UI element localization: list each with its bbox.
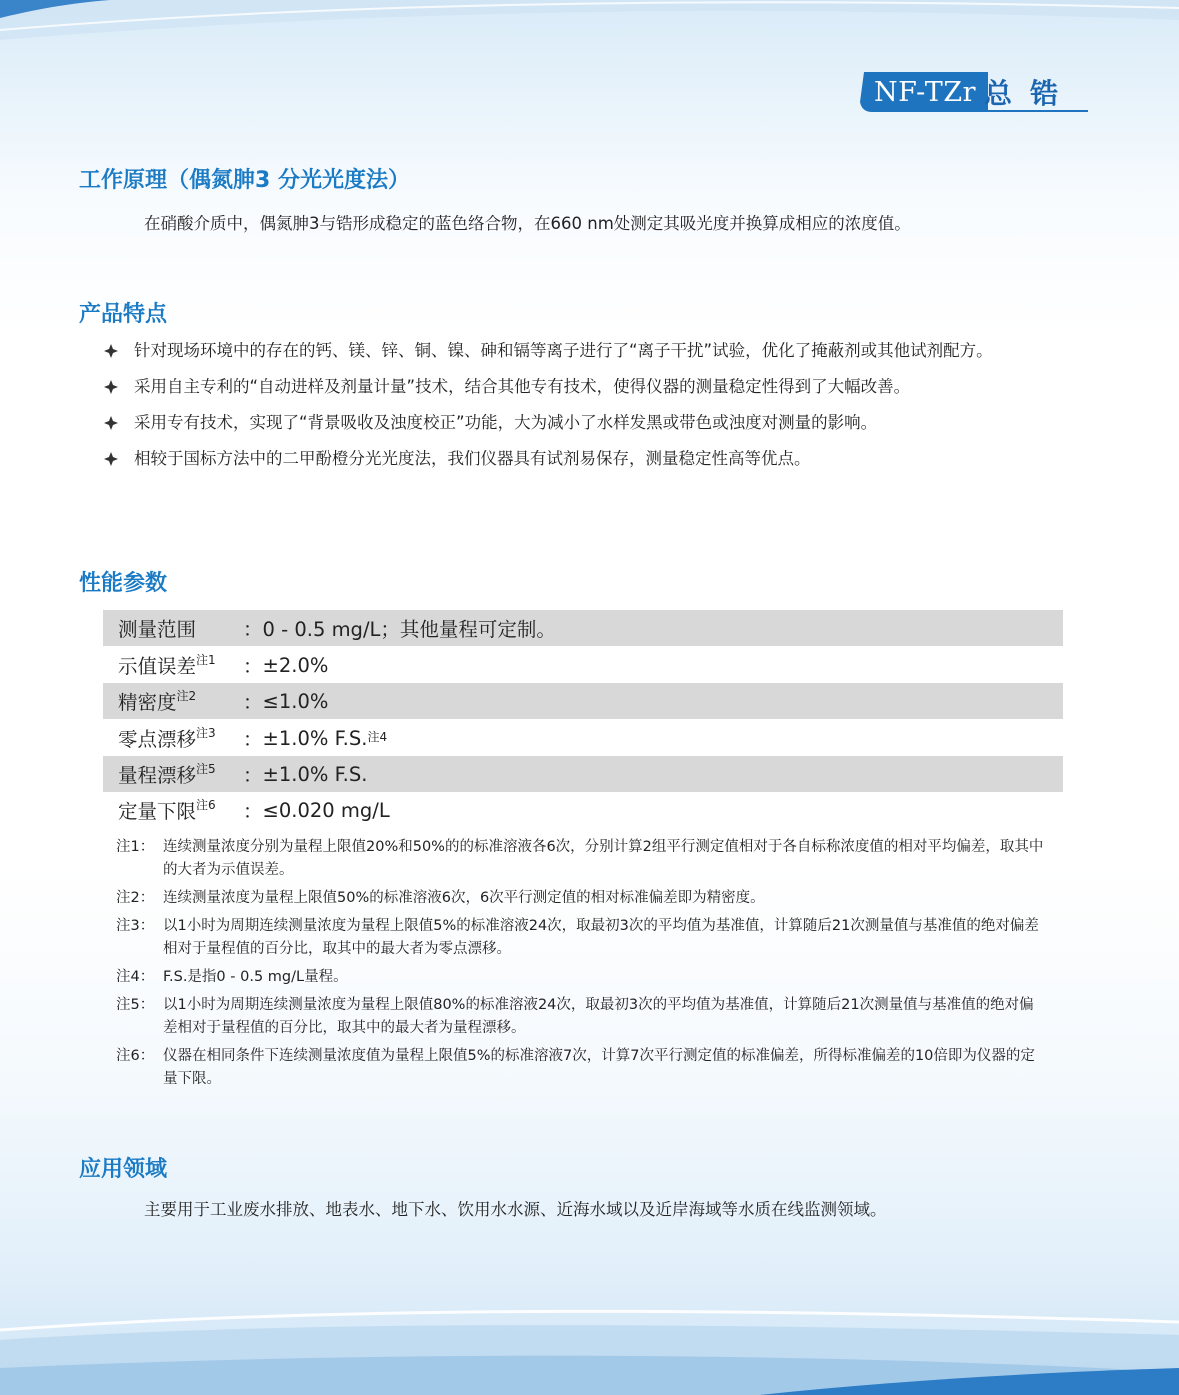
spec-row-detection-limit (103, 792, 1063, 828)
spec-value-note: 注4 (367, 729, 388, 744)
spec-note (116, 994, 1046, 1040)
feature-item (104, 336, 1084, 366)
spec-value: ≤0.020 mg/L (262, 798, 390, 822)
note-tag: 注5： (116, 997, 155, 1013)
spec-value: ≤1.0% (262, 689, 329, 713)
note-text: F.S.是指0 - 0.5 mg/L量程。 (163, 969, 348, 985)
principle-heading: 工作原理（偶氮胂3 分光光度法） (79, 168, 410, 193)
spec-row-zero-drift (103, 720, 1063, 756)
spec-sep: ： (243, 618, 263, 641)
spec-label: 零点漂移 (118, 728, 197, 751)
note-text: 以1小时为周期连续测量浓度为量程上限值80%的标准溶液24次，取最初3次的平均值为基准值，计算随后21次测量值与基准值的绝对偏差相对于量程值的百分比，取其中的最大者为量程漂移。 (163, 997, 1034, 1036)
spec-sep: ： (243, 764, 263, 787)
spec-value: ±1.0% F.S. (262, 726, 368, 750)
spec-row-range (103, 610, 1063, 646)
note-tag: 注3： (116, 918, 155, 934)
spec-label-note: 注3 (196, 725, 216, 740)
spec-label: 定量下限 (118, 800, 197, 823)
feature-item (104, 372, 1084, 402)
feature-item (104, 408, 1084, 438)
applications-heading: 应用领域 (79, 1157, 168, 1182)
diamond-bullet-icon (104, 344, 118, 358)
spec-row-span-drift (103, 756, 1063, 792)
feature-text: 采用专有技术，实现了“背景吸收及浊度校正”功能，大为减小了水样发黑或带色或浊度对测量的影响。 (134, 413, 878, 432)
features-heading: 产品特点 (79, 302, 168, 327)
feature-item (104, 444, 1084, 474)
principle-text: 在硝酸介质中，偶氮胂3与锆形成稳定的蓝色络合物，在660 nm处测定其吸光度并换算成相应的浓度值。 (144, 214, 911, 233)
spec-value: ±1.0% F.S. (262, 762, 368, 786)
note-tag: 注6： (116, 1048, 155, 1064)
spec-value: ±2.0% (262, 653, 329, 677)
spec-notes (116, 836, 1046, 1096)
spec-label-note: 注1 (196, 652, 216, 667)
feature-text: 针对现场环境中的存在的钙、镁、锌、铜、镍、砷和镉等离子进行了“离子干扰”试验，优化了掩蔽剂或其他试剂配方。 (134, 341, 993, 360)
diamond-bullet-icon (104, 452, 118, 466)
spec-sep: ： (243, 691, 263, 714)
feature-text: 采用自主专利的“自动进样及剂量计量”技术，结合其他专有技术，使得仪器的测量稳定性得到了大幅改善。 (134, 377, 911, 396)
spec-label: 示值误差 (118, 655, 197, 678)
note-tag: 注2： (116, 890, 155, 906)
spec-label-note: 注5 (196, 761, 216, 776)
product-badge (858, 72, 1088, 112)
specs-heading: 性能参数 (79, 571, 168, 596)
top-wave-decoration (0, 0, 1179, 140)
spec-note (116, 1045, 1046, 1091)
spec-note (116, 915, 1046, 961)
note-text: 连续测量浓度分别为量程上限值20%和50%的的标准溶液各6次，分别计算2组平行测定值相对于各自标称浓度值的相对平均偏差，取其中的大者为示值误差。 (163, 839, 1044, 878)
spec-value: 0 - 0.5 mg/L；其他量程可定制。 (262, 618, 556, 641)
note-text: 以1小时为周期连续测量浓度为量程上限值5%的标准溶液24次，取最初3次的平均值为基准值，计算随后21次测量值与基准值的绝对偏差相对于量程值的百分比，取其中的最大者为零点漂移。 (163, 918, 1039, 957)
spec-note (116, 887, 1046, 910)
spec-label: 量程漂移 (118, 764, 197, 787)
note-text: 仪器在相同条件下连续测量浓度值为量程上限值5%的标准溶液7次，计算7次平行测定值的标准偏差，所得标准偏差的10倍即为仪器的定量下限。 (163, 1048, 1035, 1087)
spec-note (116, 836, 1046, 882)
spec-sep: ： (243, 800, 263, 823)
product-code: NF-TZr (874, 76, 976, 108)
diamond-bullet-icon (104, 416, 118, 430)
spec-sep: ： (243, 655, 263, 678)
features-list (104, 336, 1084, 480)
spec-label-note: 注2 (176, 688, 197, 703)
feature-text: 相较于国标方法中的二甲酚橙分光光度法，我们仪器具有试剂易保存，测量稳定性高等优点。 (134, 449, 811, 468)
applications-text: 主要用于工业废水排放、地表水、地下水、饮用水水源、近海水域以及近岸海域等水质在线监测领域。 (144, 1200, 887, 1219)
product-name: 总锆 (983, 77, 1076, 110)
spec-note (116, 966, 1046, 989)
spec-row-error (103, 647, 1063, 683)
spec-row-precision (103, 683, 1063, 719)
spec-label-note: 注6 (196, 797, 216, 812)
spec-label: 精密度 (118, 691, 177, 714)
spec-label: 测量范围 (118, 618, 197, 641)
note-tag: 注1： (116, 839, 155, 855)
note-tag: 注4： (116, 969, 155, 985)
spec-sep: ： (243, 728, 263, 751)
diamond-bullet-icon (104, 380, 118, 394)
note-text: 连续测量浓度为量程上限值50%的标准溶液6次，6次平行测定值的相对标准偏差即为精密度。 (163, 890, 765, 906)
